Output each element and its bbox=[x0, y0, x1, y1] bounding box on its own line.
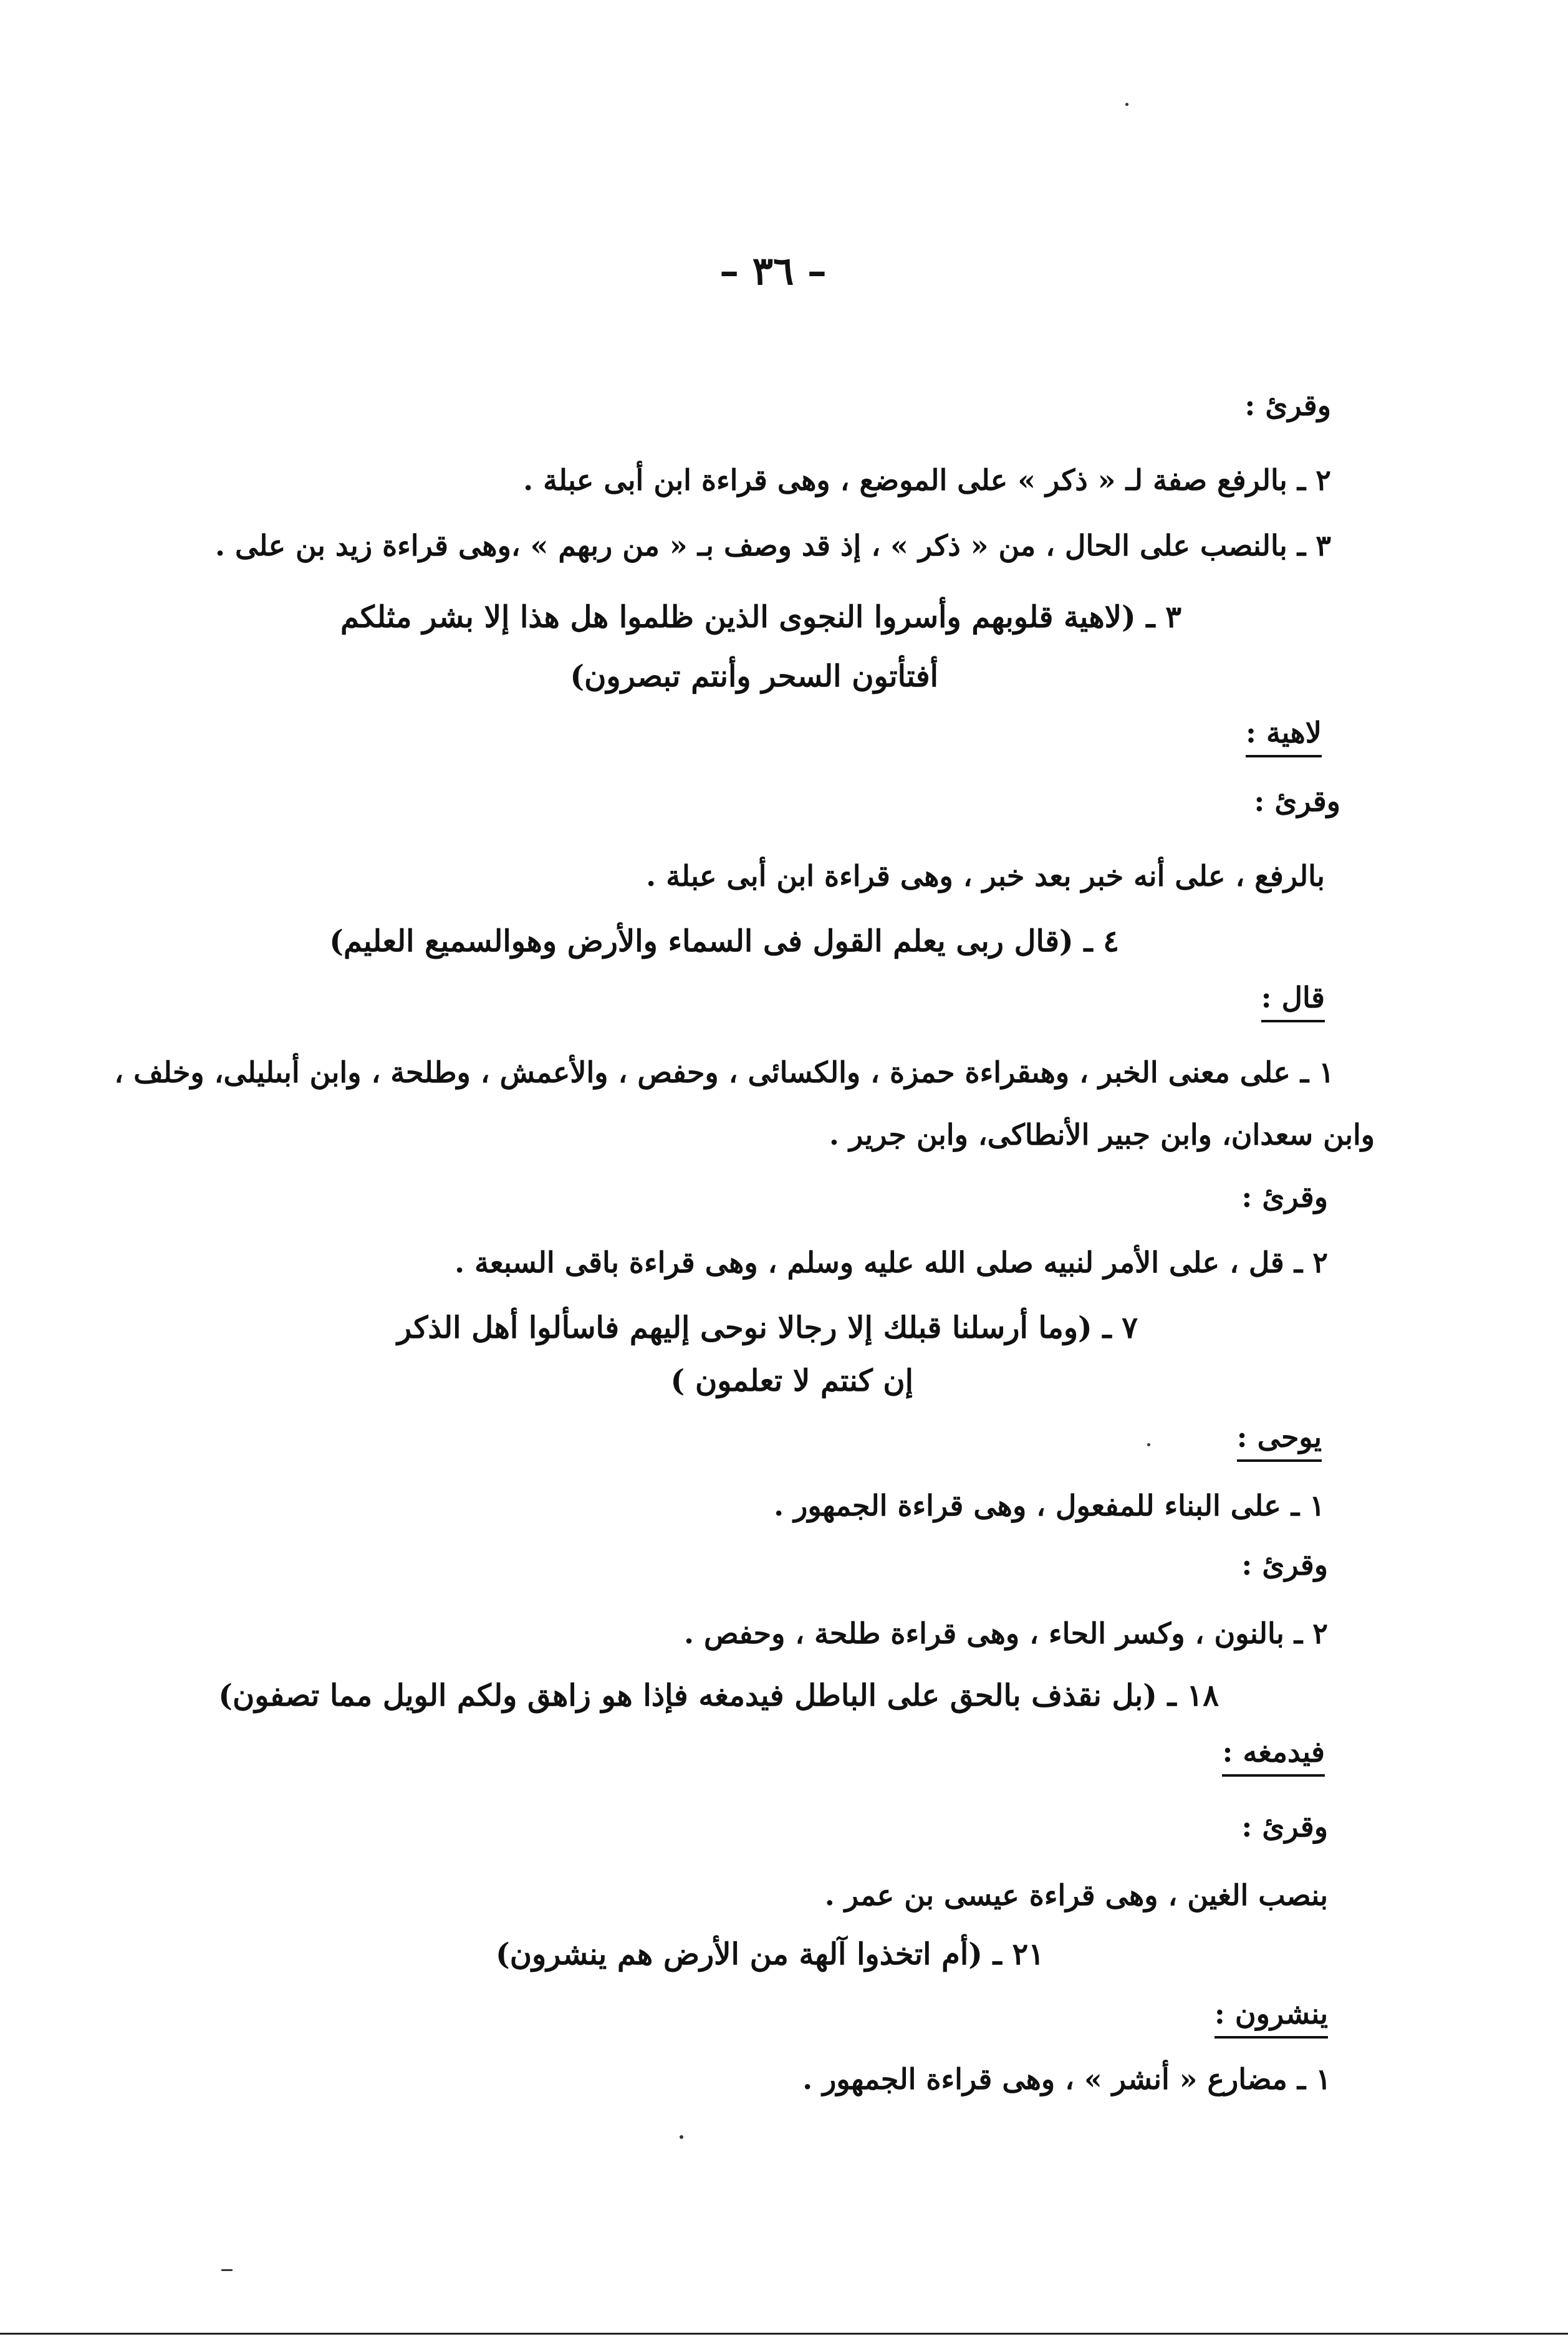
text-line: ٢ ـ بالنون ، وكسر الحاء ، وهى قراءة طلحة ، وحفص . bbox=[683, 1616, 1328, 1650]
word-heading: يوحى : bbox=[1237, 1418, 1322, 1462]
word-heading: ينشرون : bbox=[1214, 1995, 1328, 2039]
scan-speck bbox=[221, 2269, 233, 2271]
verse-line: ٣ ـ (لاهية قلوبهم وأسروا النجوى الذين ظلموا هل هذا إلا بشر مثلكم bbox=[340, 600, 1181, 635]
text-line: ١ ـ مضارع « أنشر » ، وهى قراءة الجمهور . bbox=[802, 2062, 1331, 2096]
text-line: ٣ ـ بالنصب على الحال ، من « ذكر » ، إذ قد وصف بـ « من ربهم » ،وهى قراءة زيد بن على . bbox=[215, 529, 1331, 562]
verse-line: إن كنتم لا تعلمون ) bbox=[670, 1363, 913, 1398]
verse-line: ١٨ ـ (بل نقذف بالحق على الباطل فيدمغه فإذا هو زاهق ولكم الويل مما تصفون) bbox=[218, 1678, 1219, 1713]
section-heading: وقرئ : bbox=[1241, 1810, 1328, 1843]
scan-speck bbox=[680, 2135, 683, 2139]
verse-line: ٤ ـ (قال ربى يعلم القول فى السماء والأرض وهوالسميع العليم) bbox=[329, 924, 1119, 959]
text-line: ٢ ـ بالرفع صفة لـ « ذكر » على الموضع ، وهى قراءة ابن أبى عبلة . bbox=[523, 463, 1331, 497]
verse-line: ٧ ـ (وما أرسلنا قبلك إلا رجالا نوحى إليهم فاسألوا أهل الذكر bbox=[397, 1310, 1138, 1345]
word-heading: قال : bbox=[1261, 979, 1325, 1022]
section-heading: وقرئ : bbox=[1241, 1548, 1328, 1582]
text-line: ١ ـ على معنى الخبر ، وهىقراءة حمزة ، والكسائى ، وحفص ، والأعمش ، وطلحة ، وابن أبىليلى، وخلف ، bbox=[114, 1055, 1334, 1089]
section-heading: وقرئ : bbox=[1244, 388, 1331, 422]
text-line: بنصب الغين ، وهى قراءة عيسى بن عمر . bbox=[824, 1878, 1328, 1912]
section-heading: وقرئ : bbox=[1254, 784, 1340, 818]
verse-line: ٢١ ـ (أم اتخذوا آلهة من الأرض هم ينشرون) bbox=[495, 1937, 1044, 1972]
verse-line: أفتأتون السحر وأنتم تبصرون) bbox=[570, 659, 938, 694]
text-line: وابن سعدان، وابن جبير الأنطاكى، وابن جرير . bbox=[829, 1118, 1375, 1151]
word-heading: فيدمغه : bbox=[1222, 1733, 1325, 1777]
page-number: – ٣٦ – bbox=[719, 248, 827, 294]
scan-speck bbox=[1125, 103, 1128, 106]
text-line: ٢ ـ قل ، على الأمر لنبيه صلى الله عليه وسلم ، وهى قراءة باقى السبعة . bbox=[455, 1246, 1328, 1279]
text-line: ١ ـ على البناء للمفعول ، وهى قراءة الجمهور . bbox=[774, 1489, 1325, 1522]
page-bottom-edge bbox=[0, 2333, 1568, 2335]
word-heading: لاهية : bbox=[1246, 714, 1322, 757]
scan-speck bbox=[1147, 1443, 1150, 1446]
text-line: بالرفع ، على أنه خبر بعد خبر ، وهى قراءة ابن أبى عبلة . bbox=[646, 859, 1325, 893]
section-heading: وقرئ : bbox=[1241, 1180, 1328, 1214]
